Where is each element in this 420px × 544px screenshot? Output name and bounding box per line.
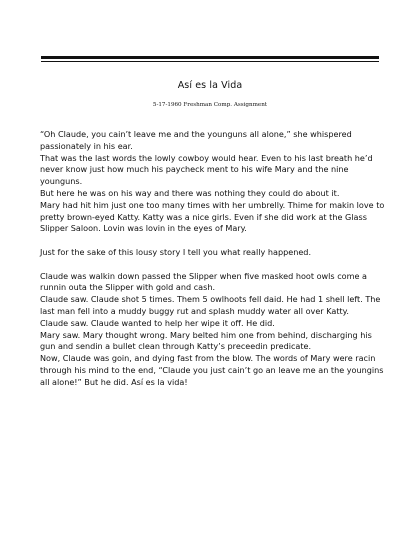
- header-rule-thin: [41, 61, 379, 62]
- paragraph: But here he was on his way and there was nothing they could do about it.: [40, 187, 340, 198]
- paragraph: Mary saw. Mary thought wrong. Mary belted him one from behind, discharging his gun and sendin a bullet clean through Katty’s preceedin predicate.: [40, 329, 372, 352]
- paragraph-spacer: [40, 259, 385, 271]
- paragraph: Claude was walkin down passed the Slipper when five masked hoot owls come a runnin outa the Slipper with gold and cash.: [40, 270, 368, 293]
- paragraph: Now, Claude was goin, and dying fast from the blow. The words of Mary were racin through his mind to the end, “Claude you just cain’t go an leave me an the youngins all alone!” But he did. Así es la vida!: [40, 353, 384, 387]
- paragraph: Claude saw. Claude wanted to help her wipe it off. He did.: [40, 317, 275, 328]
- paragraph: Just for the sake of this lousy story I tell you what really happened.: [40, 246, 312, 257]
- paragraph: “Oh Claude, you cain’t leave me and the younguns all alone,” she whispered passionately in his ear.: [40, 129, 352, 151]
- paragraph: Mary had hit him just one too many times with her umbrelly. Thime for makin love to pretty brown-eyed Katty. Katty was a nice girls. Even if she did work at the Glass Slipper Saloon. Lovin was lovin in the eyes of Mary.: [40, 199, 385, 234]
- paragraph-spacer: [40, 235, 385, 247]
- header-rule-thick: [41, 56, 379, 59]
- document-subtitle: 5-17-1960 Freshman Comp. Assignment: [152, 102, 268, 108]
- paragraph: Claude saw. Claude shot 5 times. Them 5 owlhoots fell daid. He had 1 shell left. The last man fell into a muddy buggy rut and splash muddy water all over Katty.: [40, 294, 381, 316]
- document-body: [40, 129, 385, 389]
- document-title: Así es la Vida: [177, 80, 243, 91]
- paragraph: That was the last words the lowly cowboy would hear. Even to his last breath he’d never know just how much his paycheck ment to his wife Mary and the nine younguns.: [40, 152, 373, 187]
